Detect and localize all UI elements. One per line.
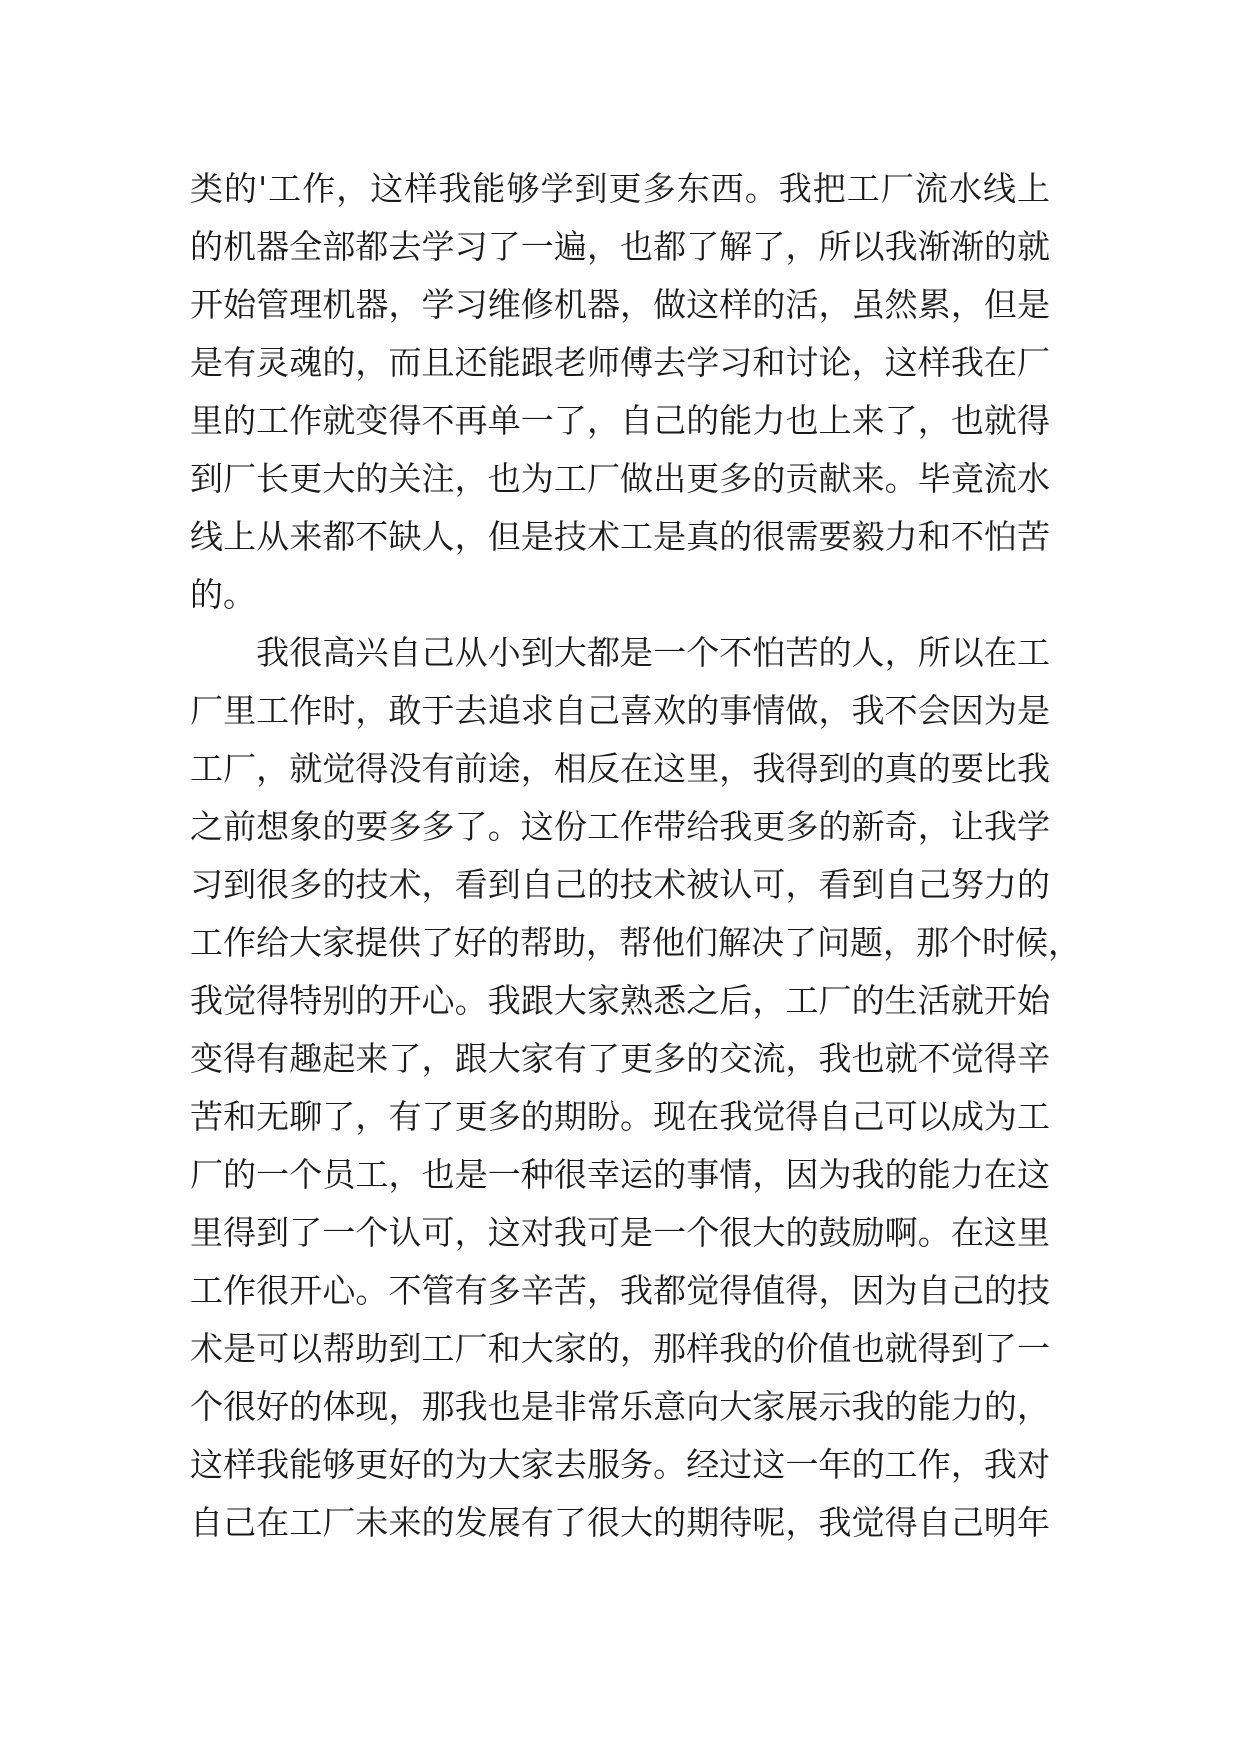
text-line: 工厂，就觉得没有前途，相反在这里，我得到的真的要比我 [190,749,1050,788]
text-line: 里得到了一个认可，这对我可是一个很大的鼓励啊。在这里 [190,1213,1050,1252]
text-line: 开始管理机器，学习维修机器，做这样的活，虽然累，但是 [190,285,1050,324]
text-line: 的机器全部都去学习了一遍，也都了解了，所以我渐渐的就 [190,227,1050,266]
text-line: 自己在工厂未来的发展有了很大的期待呢，我觉得自己明年 [190,1503,1050,1542]
text-line: 这样我能够更好的为大家去服务。经过这一年的工作，我对 [190,1445,1050,1484]
text-line: 线上从来都不缺人，但是技术工是真的很需要毅力和不怕苦 [190,517,1050,556]
text-line: 工作给大家提供了好的帮助，帮他们解决了问题，那个时候， [190,923,1081,962]
text-line: 我很高兴自己从小到大都是一个不怕苦的人，所以在工 [190,633,1050,672]
text-line: 习到很多的技术，看到自己的技术被认可，看到自己努力的 [190,865,1050,904]
paragraph-1 [190,160,1050,624]
text-line: 工作很开心。不管有多辛苦，我都觉得值得，因为自己的技 [190,1271,1050,1310]
text-line: 之前想象的要多多了。这份工作带给我更多的新奇，让我学 [190,807,1050,846]
text-line: 是有灵魂的，而且还能跟老师傅去学习和讨论，这样我在厂 [190,343,1050,382]
text-line: 我觉得特别的开心。我跟大家熟悉之后，工厂的生活就开始 [190,981,1050,1020]
text-line: 里的工作就变得不再单一了，自己的能力也上来了，也就得 [190,401,1050,440]
text-line: 变得有趣起来了，跟大家有了更多的交流，我也就不觉得辛 [190,1039,1050,1078]
text-line: 个很好的体现，那我也是非常乐意向大家展示我的能力的， [190,1387,1050,1426]
text-line: 术是可以帮助到工厂和大家的，那样我的价值也就得到了一 [190,1329,1050,1368]
paragraph-2 [190,624,1081,1552]
text-line: 厂的一个员工，也是一种很幸运的事情，因为我的能力在这 [190,1155,1050,1194]
document-body [190,160,1081,1552]
text-line: 类的'工作，这样我能够学到更多东西。我把工厂流水线上 [190,169,1050,208]
text-line: 苦和无聊了，有了更多的期盼。现在我觉得自己可以成为工 [190,1097,1050,1136]
text-line: 厂里工作时，敢于去追求自己喜欢的事情做，我不会因为是 [190,691,1050,730]
text-line: 到厂长更大的关注，也为工厂做出更多的贡献来。毕竟流水 [190,459,1050,498]
text-line: 的。 [190,575,256,614]
